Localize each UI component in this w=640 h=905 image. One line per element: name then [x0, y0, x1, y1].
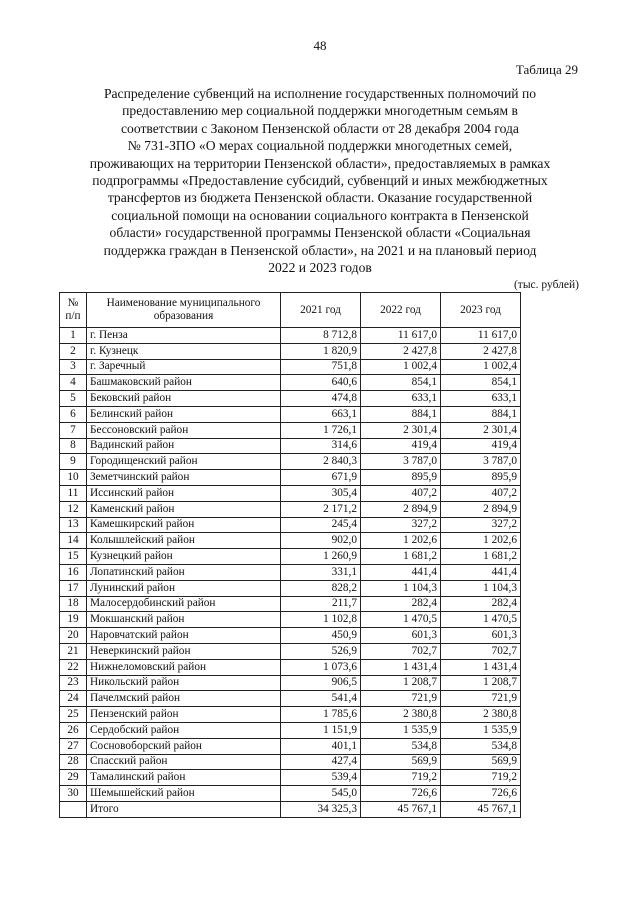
table-row [60, 770, 521, 786]
municipality-name: Пачелмский район [87, 691, 281, 707]
value-2023: 854,1 [441, 375, 521, 391]
municipality-name: Лунинский район [87, 580, 281, 596]
value-2021: 1 151,9 [281, 722, 361, 738]
row-number: 7 [60, 422, 87, 438]
row-number: 6 [60, 406, 87, 422]
municipality-name: Камешкирский район [87, 517, 281, 533]
value-2021: 663,1 [281, 406, 361, 422]
value-2022: 1 470,5 [361, 612, 441, 628]
municipality-name: Никольский район [87, 675, 281, 691]
title-line: социальной помощи на основании социального контракта в Пензенской [111, 207, 529, 223]
value-2022: 569,9 [361, 754, 441, 770]
row-number: 16 [60, 564, 87, 580]
table-row [60, 454, 521, 470]
value-2021: 751,8 [281, 359, 361, 375]
header-2023: 2023 год [441, 293, 521, 328]
table-row [60, 659, 521, 675]
table-row [60, 564, 521, 580]
value-2023: 721,9 [441, 691, 521, 707]
row-number: 30 [60, 786, 87, 802]
title-line: 2022 и 2023 годов [268, 260, 372, 276]
table-label: Таблица 29 [515, 62, 578, 77]
value-2021: 1 073,6 [281, 659, 361, 675]
value-2022: 407,2 [361, 485, 441, 501]
municipality-name: Вадинский район [87, 438, 281, 454]
row-number: 3 [60, 359, 87, 375]
value-2022: 2 301,4 [361, 422, 441, 438]
value-2022: 1 681,2 [361, 549, 441, 565]
row-number: 20 [60, 628, 87, 644]
row-number: 18 [60, 596, 87, 612]
title-line: проживающих на территории Пензенской области», предоставляемых в рамках [89, 155, 551, 171]
row-number: 21 [60, 643, 87, 659]
units-label: (тыс. рублей) [513, 279, 579, 291]
value-2021: 526,9 [281, 643, 361, 659]
value-2023: 1 104,3 [441, 580, 521, 596]
value-2022: 534,8 [361, 738, 441, 754]
value-2021: 1 726,1 [281, 422, 361, 438]
header-2022: 2022 год [361, 293, 441, 328]
value-2023: 11 617,0 [441, 328, 521, 344]
table-header-row [60, 293, 521, 328]
header-number: № п/п [60, 293, 87, 328]
value-2023: 1 470,5 [441, 612, 521, 628]
municipality-name: Бессоновский район [87, 422, 281, 438]
value-2023: 1 681,2 [441, 549, 521, 565]
value-2021: 906,5 [281, 675, 361, 691]
value-2021: 450,9 [281, 628, 361, 644]
table-row [60, 738, 521, 754]
value-2021: 474,8 [281, 391, 361, 407]
value-2023: 327,2 [441, 517, 521, 533]
row-number [60, 801, 87, 817]
municipality-name: Каменский район [87, 501, 281, 517]
value-2022: 854,1 [361, 375, 441, 391]
value-2023: 407,2 [441, 485, 521, 501]
table-row [60, 406, 521, 422]
value-2021: 211,7 [281, 596, 361, 612]
value-2023: 45 767,1 [441, 801, 521, 817]
municipality-name: Шемышейский район [87, 786, 281, 802]
value-2023: 895,9 [441, 470, 521, 486]
value-2021: 314,6 [281, 438, 361, 454]
value-2021: 541,4 [281, 691, 361, 707]
table-row [60, 691, 521, 707]
value-2023: 441,4 [441, 564, 521, 580]
value-2022: 702,7 [361, 643, 441, 659]
row-number: 5 [60, 391, 87, 407]
value-2021: 2 840,3 [281, 454, 361, 470]
value-2023: 1 535,9 [441, 722, 521, 738]
value-2023: 719,2 [441, 770, 521, 786]
municipality-name: Неверкинский район [87, 643, 281, 659]
value-2023: 282,4 [441, 596, 521, 612]
value-2022: 1 208,7 [361, 675, 441, 691]
municipality-name: Башмаковский район [87, 375, 281, 391]
row-number: 14 [60, 533, 87, 549]
municipality-name: Лопатинский район [87, 564, 281, 580]
value-2023: 702,7 [441, 643, 521, 659]
row-number: 15 [60, 549, 87, 565]
row-number: 19 [60, 612, 87, 628]
row-number: 24 [60, 691, 87, 707]
title-line: Распределение субвенций на исполнение государственных полномочий по [103, 86, 537, 101]
table-row [60, 328, 521, 344]
table-row [60, 517, 521, 533]
row-number: 25 [60, 707, 87, 723]
value-2023: 726,6 [441, 786, 521, 802]
municipality-name: Сердобский район [87, 722, 281, 738]
value-2022: 282,4 [361, 596, 441, 612]
document-title [60, 85, 580, 276]
row-number: 13 [60, 517, 87, 533]
municipality-name: Спасский район [87, 754, 281, 770]
table-row [60, 501, 521, 517]
value-2022: 3 787,0 [361, 454, 441, 470]
row-number: 29 [60, 770, 87, 786]
table-row [60, 722, 521, 738]
value-2023: 534,8 [441, 738, 521, 754]
municipality-name: Малосердобинский район [87, 596, 281, 612]
value-2023: 3 787,0 [441, 454, 521, 470]
value-2021: 401,1 [281, 738, 361, 754]
table-row [60, 422, 521, 438]
table-row [60, 485, 521, 501]
value-2022: 327,2 [361, 517, 441, 533]
subvention-table [59, 292, 521, 818]
title-line: № 731-ЗПО «О мерах социальной поддержки многодетных семей, [127, 138, 513, 154]
value-2023: 601,3 [441, 628, 521, 644]
table-row [60, 754, 521, 770]
value-2023: 2 301,4 [441, 422, 521, 438]
value-2021: 1 102,8 [281, 612, 361, 628]
table-row [60, 438, 521, 454]
value-2021: 539,4 [281, 770, 361, 786]
value-2021: 34 325,3 [281, 801, 361, 817]
title-line: области» государственной программы Пензенской области «Социальная [109, 225, 531, 241]
value-2021: 1 820,9 [281, 343, 361, 359]
value-2022: 1 104,3 [361, 580, 441, 596]
table-row [60, 580, 521, 596]
title-line: предоставлению мер социальной поддержки многодетным семьям в [122, 103, 518, 119]
municipality-name: Сосновоборский район [87, 738, 281, 754]
value-2023: 2 427,8 [441, 343, 521, 359]
municipality-name: г. Заречный [87, 359, 281, 375]
municipality-name: Колышлейский район [87, 533, 281, 549]
value-2022: 2 894,9 [361, 501, 441, 517]
value-2023: 2 380,8 [441, 707, 521, 723]
value-2023: 1 431,4 [441, 659, 521, 675]
value-2023: 1 002,4 [441, 359, 521, 375]
total-row [60, 801, 521, 817]
value-2023: 2 894,9 [441, 501, 521, 517]
value-2022: 1 431,4 [361, 659, 441, 675]
row-number: 11 [60, 485, 87, 501]
table-row [60, 470, 521, 486]
table-row [60, 675, 521, 691]
municipality-name: Городищенский район [87, 454, 281, 470]
table-body [60, 328, 521, 818]
table-row [60, 628, 521, 644]
table-row [60, 707, 521, 723]
page-number: 48 [313, 38, 327, 53]
value-2022: 441,4 [361, 564, 441, 580]
table-row [60, 612, 521, 628]
value-2023: 1 208,7 [441, 675, 521, 691]
table-row [60, 343, 521, 359]
table-row [60, 391, 521, 407]
municipality-name: Белинский район [87, 406, 281, 422]
table-row [60, 359, 521, 375]
value-2021: 640,6 [281, 375, 361, 391]
municipality-name: г. Пенза [87, 328, 281, 344]
table-row [60, 643, 521, 659]
table-row [60, 596, 521, 612]
table-row [60, 549, 521, 565]
municipality-name: Наровчатский район [87, 628, 281, 644]
table-row [60, 786, 521, 802]
row-number: 17 [60, 580, 87, 596]
value-2022: 2 380,8 [361, 707, 441, 723]
value-2021: 1 785,6 [281, 707, 361, 723]
value-2022: 721,9 [361, 691, 441, 707]
row-number: 10 [60, 470, 87, 486]
value-2022: 726,6 [361, 786, 441, 802]
value-2022: 895,9 [361, 470, 441, 486]
value-2021: 828,2 [281, 580, 361, 596]
value-2022: 11 617,0 [361, 328, 441, 344]
value-2023: 569,9 [441, 754, 521, 770]
row-number: 23 [60, 675, 87, 691]
value-2021: 245,4 [281, 517, 361, 533]
value-2022: 1 002,4 [361, 359, 441, 375]
value-2022: 2 427,8 [361, 343, 441, 359]
value-2023: 1 202,6 [441, 533, 521, 549]
municipality-name: Иссинский район [87, 485, 281, 501]
value-2021: 1 260,9 [281, 549, 361, 565]
value-2022: 419,4 [361, 438, 441, 454]
row-number: 26 [60, 722, 87, 738]
value-2022: 633,1 [361, 391, 441, 407]
municipality-name: Мокшанский район [87, 612, 281, 628]
value-2022: 884,1 [361, 406, 441, 422]
municipality-name: Итого [87, 801, 281, 817]
value-2022: 1 535,9 [361, 722, 441, 738]
value-2021: 545,0 [281, 786, 361, 802]
municipality-name: г. Кузнецк [87, 343, 281, 359]
value-2022: 45 767,1 [361, 801, 441, 817]
value-2023: 884,1 [441, 406, 521, 422]
row-number: 22 [60, 659, 87, 675]
header-municipality: Наименование муниципального образования [87, 293, 281, 328]
value-2022: 719,2 [361, 770, 441, 786]
value-2022: 601,3 [361, 628, 441, 644]
municipality-name: Пензенский район [87, 707, 281, 723]
row-number: 28 [60, 754, 87, 770]
value-2023: 633,1 [441, 391, 521, 407]
row-number: 9 [60, 454, 87, 470]
value-2021: 305,4 [281, 485, 361, 501]
municipality-name: Бековский район [87, 391, 281, 407]
value-2021: 8 712,8 [281, 328, 361, 344]
value-2021: 671,9 [281, 470, 361, 486]
municipality-name: Нижнеломовский район [87, 659, 281, 675]
title-line: поддержка граждан в Пензенской области», на 2021 и на плановый период [103, 242, 537, 258]
row-number: 2 [60, 343, 87, 359]
value-2021: 902,0 [281, 533, 361, 549]
value-2023: 419,4 [441, 438, 521, 454]
header-2021: 2021 год [281, 293, 361, 328]
municipality-name: Тамалинский район [87, 770, 281, 786]
table-row [60, 533, 521, 549]
value-2021: 427,4 [281, 754, 361, 770]
row-number: 8 [60, 438, 87, 454]
row-number: 4 [60, 375, 87, 391]
row-number: 12 [60, 501, 87, 517]
title-line: соответствии с Законом Пензенской области от 28 декабря 2004 года [121, 120, 519, 136]
municipality-name: Земетчинский район [87, 470, 281, 486]
title-line: подпрограммы «Предоставление субсидий, субвенций и иных межбюджетных [92, 173, 548, 189]
row-number: 1 [60, 328, 87, 344]
municipality-name: Кузнецкий район [87, 549, 281, 565]
row-number: 27 [60, 738, 87, 754]
value-2021: 2 171,2 [281, 501, 361, 517]
value-2022: 1 202,6 [361, 533, 441, 549]
value-2021: 331,1 [281, 564, 361, 580]
title-line: трансфертов из бюджета Пензенской области. Оказание государственной [107, 190, 533, 206]
table-row [60, 375, 521, 391]
